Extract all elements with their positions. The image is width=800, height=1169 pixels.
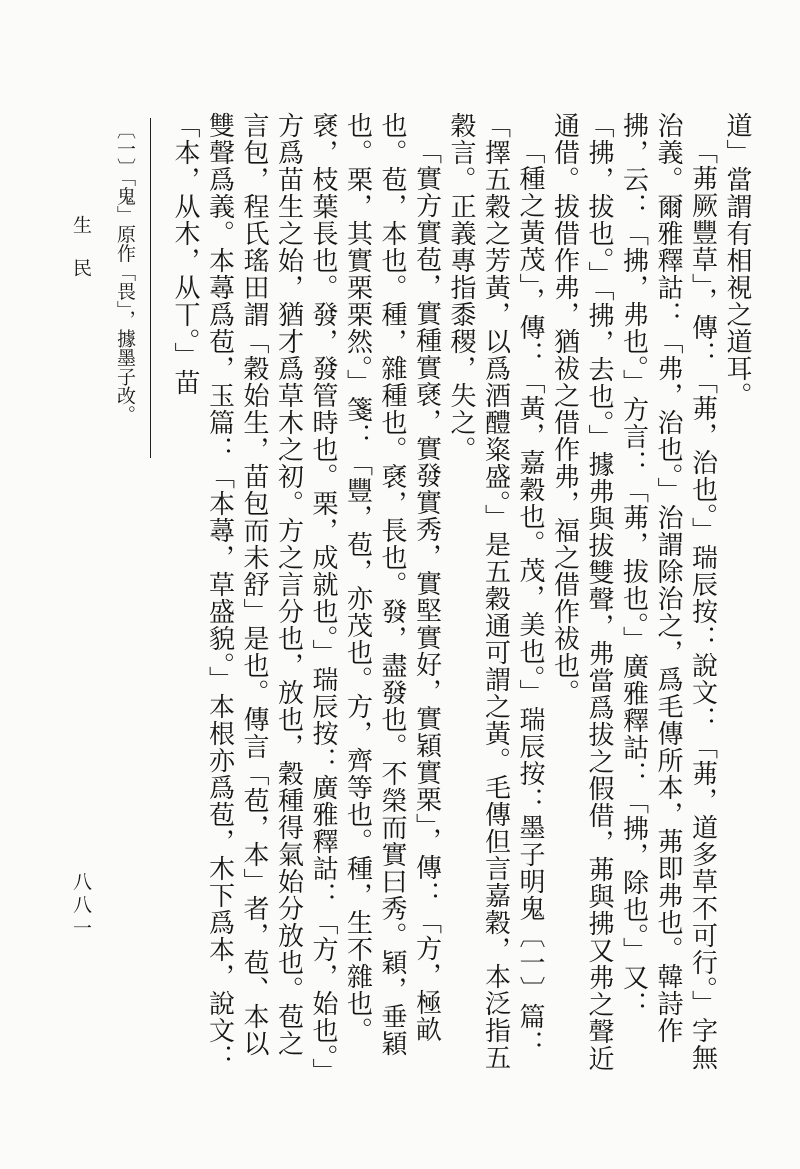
running-head: 生民 [70, 215, 92, 301]
body-text [168, 112, 755, 1077]
footnote: 〔一〕「鬼」原作「畏」，據墨子改。 [114, 120, 136, 424]
paragraph-4: 「實方實苞，實種實褎，實發實秀，實堅實好，實穎實栗」，傳：「方，極畝也。苞，本也。種，雜種也。褎，長也。發，盡發也。不榮而實曰秀。穎，垂穎也。栗，其實栗栗然。」箋：「豐，苞，亦茂也。方，齊等也。種，生不雜也。褎，枝葉長也。發，發管時也。栗，成就也。」瑞辰按：廣雅釋詁：「方，始也。」方爲苗生之始，猶才爲草木之初。方之言分也，放也，穀種得氣始分放也。苞之言包，程氏瑤田謂「穀始生，苗包而未舒」是也。傳言「苞，本」者，苞、本以雙聲爲義。本蕁爲苞，玉篇：「本蕁，草盛貌。」本根亦爲苞，木下爲本，說文：「本，从木，从丅。」苗 [170, 112, 442, 1072]
footnote-divider [150, 118, 151, 458]
page-number: 八八一 [70, 872, 92, 941]
paragraph-1: 道」當謂有相視之道耳。 [722, 112, 752, 409]
paragraph-2: 「茀厥豐草」，傳：「茀，治也。」瑞辰按：說文：「茀，道多草不可行。」字無治義。爾雅釋詁：「弗，治也。」治謂除治之，爲毛傳所本，茀即弗也。韓詩作拂，云：「拂，弗也。」方言：「茀，拔也。」廣雅釋詁：「拂，除也。」又：「拂，拔也。」「拂，去也。」據弗與拔雙聲，弗當爲拔之假借，茀與拂又弗之聲近通借。拔借作弗，猶祓之借作弗，福之借作祓也。 [549, 112, 718, 1072]
paragraph-3: 「種之黃茂」，傳：「黃，嘉穀也。茂，美也。」瑞辰按：墨子明鬼〔一〕篇：「擇五穀之芳黃，以爲酒醴粢盛。」是五穀通可謂之黃。毛傳但言嘉穀，本泛指五穀言。正義專指黍稷，失之。 [446, 112, 545, 1071]
